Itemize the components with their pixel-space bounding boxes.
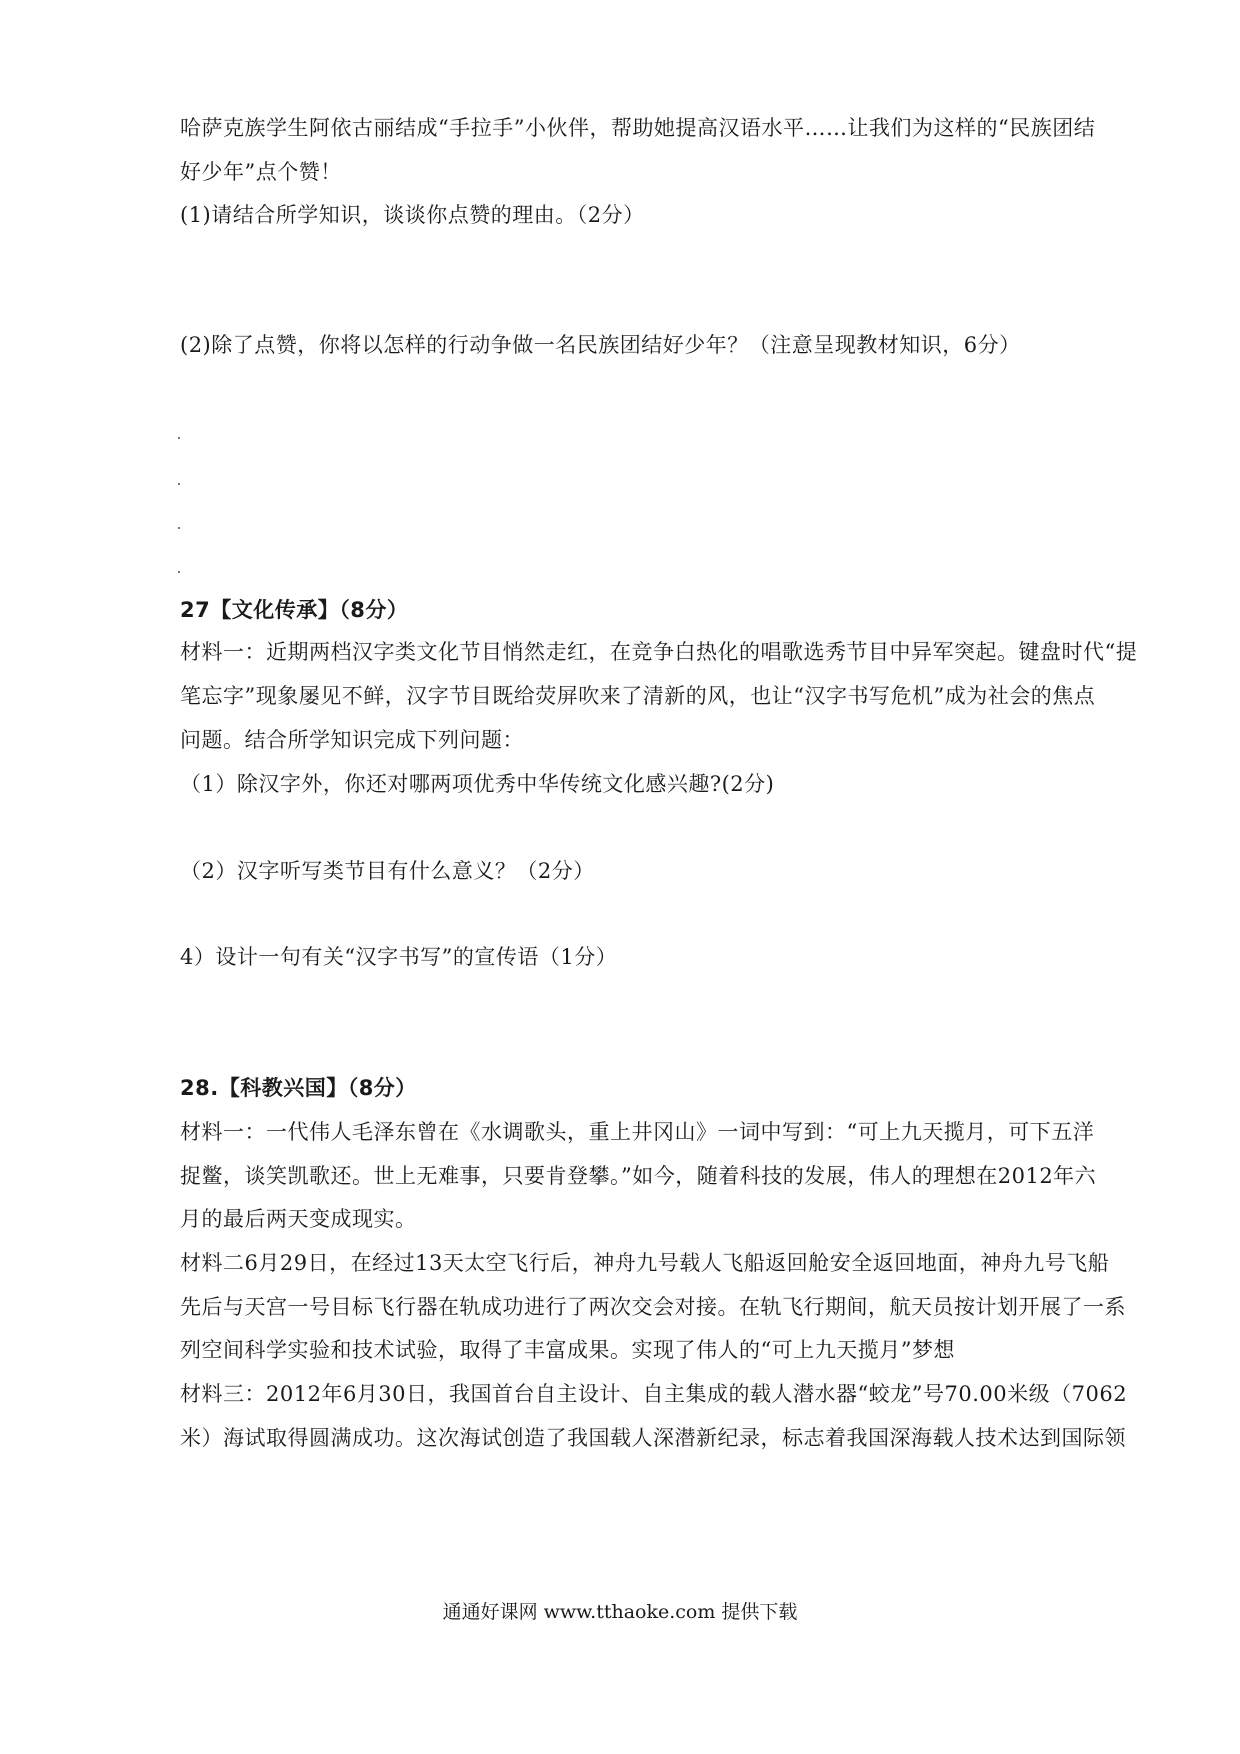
q26-sub2: (2)除了点赞，你将以怎样的行动争做一名民族团结好少年？（注意呈现教材知识，6分） bbox=[180, 333, 1021, 357]
q26-line2: 好少年”点个赞！ bbox=[180, 160, 342, 184]
scan-dot bbox=[178, 437, 180, 439]
page-footer: 通通好课网 www.tthaoke.com 提供下载 bbox=[442, 1601, 798, 1623]
q27-title: 27【文化传承】（8分） bbox=[180, 598, 409, 622]
q26-sub1: (1)请结合所学知识，谈谈你点赞的理由。（2分） bbox=[180, 203, 645, 227]
q26-line1: 哈萨克族学生阿依古丽结成“手拉手”小伙伴，帮助她提高汉语水平……让我们为这样的“民族团结 bbox=[180, 116, 1096, 140]
q27-sub1: （1）除汉字外，你还对哪两项优秀中华传统文化感兴趣?(2分) bbox=[180, 772, 775, 796]
scan-dot bbox=[178, 571, 180, 573]
q28-material1-line2: 捉鳖，谈笑凯歌还。世上无难事，只要肯登攀。”如今，随着科技的发展，伟人的理想在2012年六 bbox=[180, 1164, 1097, 1188]
scan-dot bbox=[178, 483, 180, 485]
q28-material2-line2: 先后与天宫一号目标飞行器在轨成功进行了两次交会对接。在轨飞行期间，航天员按计划开展了一系 bbox=[180, 1295, 1126, 1319]
q28-material1-line1: 材料一：一代伟人毛泽东曾在《水调歌头，重上井冈山》一词中写到：“可上九天揽月，可下五洋 bbox=[180, 1120, 1095, 1144]
q28-material1-line3: 月的最后两天变成现实。 bbox=[180, 1207, 417, 1231]
q27-sub2: （2）汉字听写类节目有什么意义？（2分） bbox=[180, 859, 595, 883]
q28-material3-line1: 材料三：2012年6月30日，我国首台自主设计、自主集成的载人潜水器“蛟龙”号70.00米级（7062 bbox=[180, 1382, 1128, 1406]
q28-material3-line2: 米）海试取得圆满成功。这次海试创造了我国载人深潜新纪录，标志着我国深海载人技术达到国际领 bbox=[180, 1426, 1126, 1450]
q28-material2-line1: 材料二6月29日，在经过13天太空飞行后，神舟九号载人飞船返回舱安全返回地面，神舟九号飞船 bbox=[180, 1251, 1110, 1275]
q28-title: 28.【科教兴国】（8分） bbox=[180, 1076, 417, 1100]
q27-sub4: 4）设计一句有关“汉字书写”的宣传语（1分） bbox=[180, 945, 618, 969]
scan-dot bbox=[178, 527, 180, 529]
q27-material1-line3: 问题。结合所学知识完成下列问题： bbox=[180, 728, 524, 752]
q27-material1-line2: 笔忘字”现象屡见不鲜，汉字节目既给荧屏吹来了清新的风，也让“汉字书写危机”成为社会的焦点 bbox=[180, 684, 1096, 708]
q27-material1-line1: 材料一：近期两档汉字类文化节目悄然走红，在竞争白热化的唱歌选秀节目中异军突起。键盘时代“提 bbox=[180, 640, 1138, 664]
q28-material2-line3: 列空间科学实验和技术试验，取得了丰富成果。实现了伟人的“可上九天揽月”梦想 bbox=[180, 1338, 955, 1362]
